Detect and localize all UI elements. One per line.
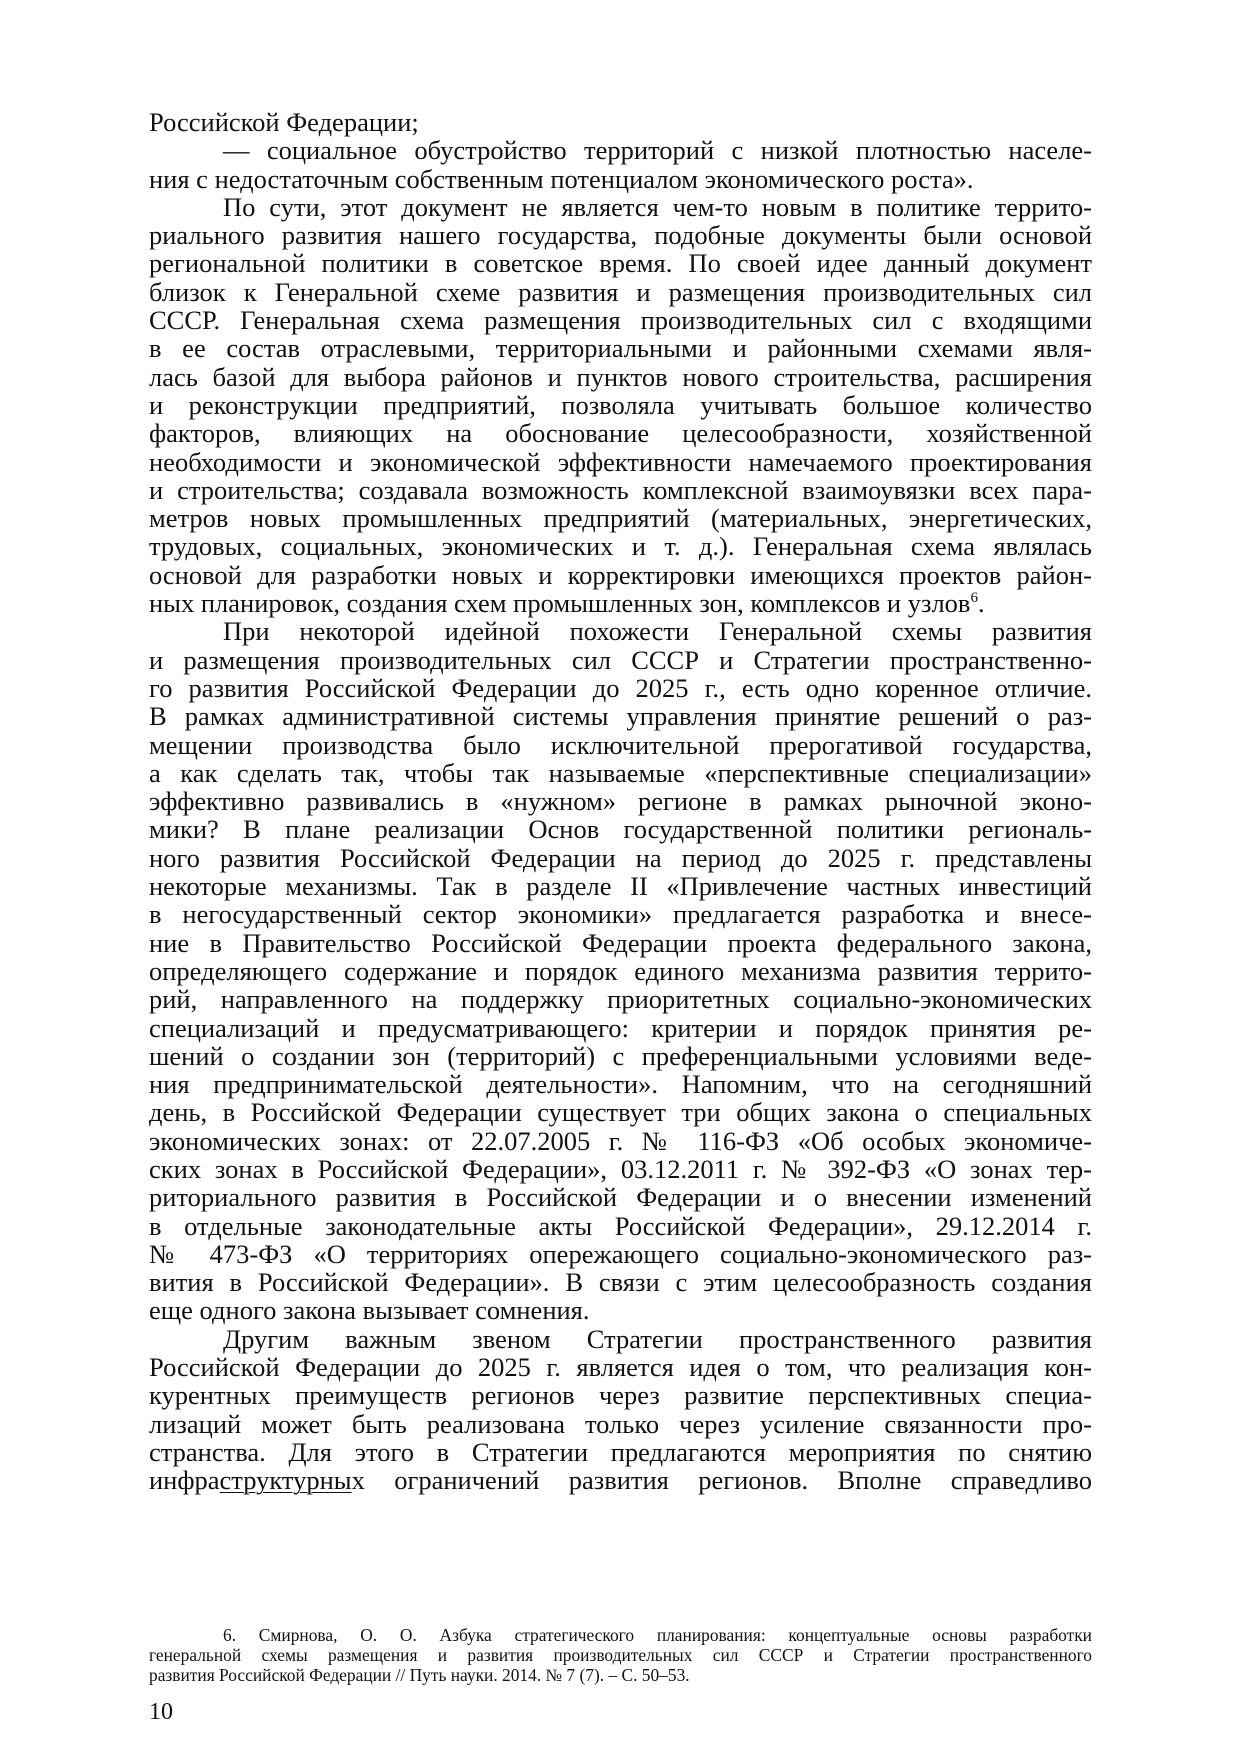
text-line: некоторые механизмы. Так в разделе II «Привлечение частных инвестиций — [149, 871, 1092, 902]
text-line: В рамках административной системы управления принятие решений о раз- — [149, 701, 1092, 732]
text-line: Российской Федерации; — [149, 107, 419, 137]
footnote-line: развития Российской Федерации // Путь науки. 2014. № 7 (7). – С. 50–53. — [149, 1664, 690, 1685]
text-line: СССР. Генеральная схема размещения производительных сил с входящими — [149, 305, 1092, 336]
text-line: шений о создании зон (территорий) с преференциальными условиями веде- — [149, 1040, 1092, 1071]
text-line: лась базой для выбора районов и пунктов нового строительства, расширения — [149, 361, 1092, 392]
text-line: вития в Российской Федерации». В связи с этим целесообразность создания — [149, 1267, 1092, 1298]
footnote-block — [149, 1626, 1092, 1685]
text-line: Российской Федерации до 2025 г. является идея о том, что реализация кон- — [149, 1352, 1092, 1383]
text-line: эффективно развивались в «нужном» регионе в рамках рыночной эконо- — [149, 786, 1092, 817]
text-line: определяющего содержание и порядок единого механизма развития террито- — [149, 955, 1092, 986]
text-line — [149, 1466, 1092, 1494]
text-line: При некоторой идейной похожести Генеральной схемы развития — [223, 616, 1092, 647]
footnote-line: 6. Смирнова, О. О. Азбука стратегического планирования: концептуальные основы разработки — [223, 1625, 1092, 1645]
text-line: № 473-ФЗ «О территориях опережающего социально-экономического раз- — [149, 1238, 1092, 1269]
underlined-fragment: структурны — [219, 1465, 352, 1496]
text-line: риального развития нашего государства, подобные документы были основой — [149, 220, 1092, 251]
text-line: метров новых промышленных предприятий (материальных, энергетических, — [149, 503, 1092, 534]
text-line: трудовых, социальных, экономических и т. д.). Генеральная схема являлась — [149, 531, 1092, 562]
text-line: день, в Российской Федерации существует три общих закона о специальных — [149, 1097, 1092, 1128]
text-fragment: инфра — [149, 1465, 220, 1496]
text-line: риториального развития в Российской Федерации и о внесении изменений — [149, 1182, 1092, 1213]
text-line: ния предпринимательской деятельности». Напомним, что на сегодняшний — [149, 1069, 1092, 1100]
text-line: ного развития Российской Федерации на период до 2025 г. представлены — [149, 842, 1092, 873]
text-line: лизаций может быть реализована только через усиление связанности про- — [149, 1408, 1092, 1439]
text-line: еще одного закона вызывает сомнения. — [149, 1295, 590, 1326]
text-line: необходимости и экономической эффективности намечаемого проектирования — [149, 446, 1092, 477]
text-line: ние в Правительство Российской Федерации проекта федерального закона, — [149, 927, 1092, 958]
text-line: региональной политики в советское время. По своей идее данный документ — [149, 248, 1092, 279]
text-line: ния с недостаточным собственным потенциалом экономического роста». — [149, 163, 974, 194]
footnote-reference: 6 — [970, 590, 978, 607]
text-line: в негосударственный сектор экономики» предлагается разработка и внесе- — [149, 899, 1092, 930]
text-line: мещении производства было исключительной прерогативой государства, — [149, 729, 1092, 760]
text-line: факторов, влияющих на обоснование целесообразности, хозяйственной — [149, 418, 1092, 449]
text-line: и реконструкции предприятий, позволяла учитывать большое количество — [149, 389, 1092, 420]
text-line: Другим важным звеном Стратегии пространственного развития — [223, 1323, 1092, 1354]
text-line: а как сделать так, чтобы так называемые «перспективные специализации» — [149, 757, 1092, 788]
text-line: специализаций и предусматривающего: критерии и порядок принятия ре- — [149, 1012, 1092, 1043]
text-line: По сути, этот документ не является чем-то новым в политике террито- — [223, 191, 1092, 222]
text-line: мики? В плане реализации Основ государственной политики региональ- — [149, 814, 1092, 845]
page-body — [149, 108, 1092, 1495]
text-line-end: . — [977, 588, 985, 619]
text-line: курентных преимуществ регионов через развитие перспективных специа- — [149, 1380, 1092, 1411]
text-line: основой для разработки новых и корректировки имеющихся проектов район- — [149, 559, 1092, 590]
text-line: экономических зонах: от 22.07.2005 г. № 116-ФЗ «Об особых экономиче- — [149, 1125, 1092, 1156]
text-line: в отдельные законодательные акты Российской Федерации», 29.12.2014 г. — [149, 1210, 1092, 1241]
text-line: и строительства; создавала возможность комплексной взаимоувязки всех пара- — [149, 474, 1092, 505]
text-line — [149, 589, 1092, 617]
text-line: ских зонах в Российской Федерации», 03.12.2011 г. № 392-ФЗ «О зонах тер- — [149, 1153, 1092, 1184]
text-line: го развития Российской Федерации до 2025 г., есть одно коренное отличие. — [149, 672, 1092, 703]
text-line: близок к Генеральной схеме развития и размещения производительных сил — [149, 276, 1092, 307]
text-line: и размещения производительных сил СССР и Стратегии пространственно- — [149, 644, 1092, 675]
text-line: — социальное обустройство территорий с низкой плотностью населе- — [223, 135, 1092, 166]
page-number: 10 — [149, 1699, 173, 1725]
text-line: в ее состав отраслевыми, территориальными и районными схемами явля- — [149, 333, 1092, 364]
text-line: странства. Для этого в Стратегии предлагаются мероприятия по снятию — [149, 1436, 1092, 1467]
text-fragment: х ограничений развития регионов. Вполне справедливо — [351, 1465, 1092, 1496]
text-line: рий, направленного на поддержку приоритетных социально-экономических — [149, 984, 1092, 1015]
text-line-content: ных планировок, создания схем промышленных зон, комплексов и узлов — [149, 588, 971, 619]
footnote-line: генеральной схемы размещения и развития производительных сил СССР и Стратегии пространственного — [149, 1644, 1092, 1665]
